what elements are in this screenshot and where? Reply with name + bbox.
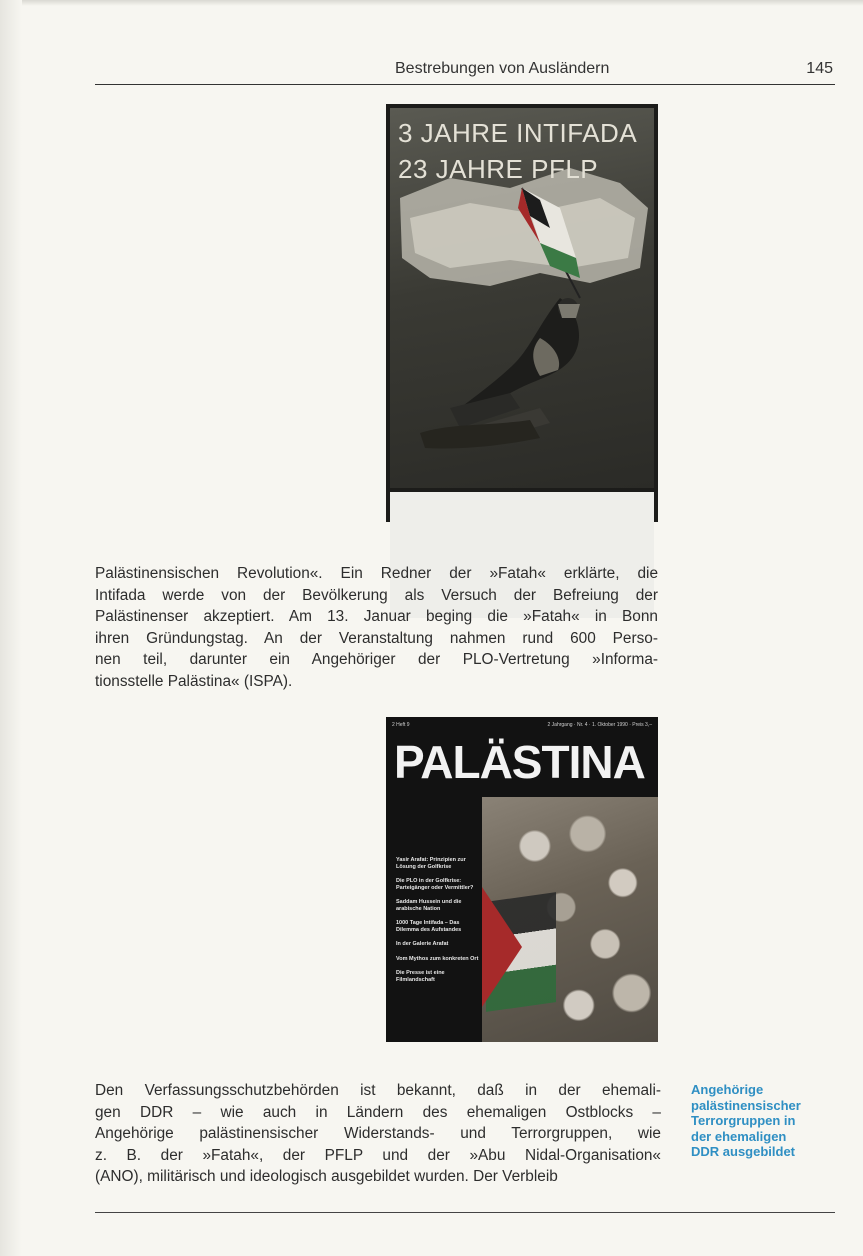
cover-contents-item: 1000 Tage Intifada – Das Dilemma des Aufstandes	[396, 920, 462, 933]
cover-contents-item: Yasir Arafat: Prinzipien zur Lösung der Golfkrise	[396, 857, 466, 870]
cover-contents-item: Die PLO in der Golfkrise: Parteigänger oder Vermittler?	[396, 878, 474, 891]
text-line: z. B. der »Fatah«, der PFLP und der »Abu Nidal-Organisation«	[95, 1146, 661, 1164]
cover-date-label: 2 Jahrgang · Nr. 4 · 1. Oktober 1990 · Preis 3,–	[547, 722, 652, 728]
margin-note	[691, 1082, 841, 1160]
footer-rule	[95, 1212, 835, 1213]
text-line: tionsstelle Palästina« (ISPA).	[95, 672, 293, 690]
running-head-title: Bestrebungen von Ausländern	[395, 60, 610, 77]
text-line: gen DDR – wie auch in Ländern des ehemaligen Ostblocks –	[95, 1103, 661, 1121]
text-line: ihren Gründungstag. An der Veranstaltung nahmen rund 600 Perso-	[95, 629, 658, 647]
cover-contents-item: In der Galerie Arafat	[396, 941, 449, 947]
cover-contents-item: Saddam Hussein und die arabische Nation	[396, 899, 462, 912]
cover-contents-item: Vom Mythos zum konkreten Ort	[396, 955, 479, 962]
text-line: Palästinensischen Revolution«. Ein Redner der »Fatah« erklärte, die	[95, 565, 658, 582]
margin-note-line: Terrorgruppen in	[691, 1113, 796, 1128]
page-edge	[0, 0, 863, 6]
palaestina-magazine-cover	[386, 717, 658, 1042]
margin-note-line: DDR ausgebildet	[691, 1144, 796, 1159]
margin-note-line: palästinensischer	[691, 1097, 801, 1113]
text-line: Intifada werde von der Bevölkerung als Versuch der Befreiung der	[95, 586, 658, 604]
text-line: Palästinenser akzeptiert. Am 13. Januar beging die »Fatah« in Bonn	[95, 608, 658, 625]
page-binding-shadow	[0, 0, 22, 1256]
cover-issue-label: 2 Heft 9	[392, 722, 410, 728]
cover-masthead: PALÄSTINA	[394, 736, 645, 788]
cover-flag-triangle	[482, 887, 522, 1007]
poster-headline-1: 3 JAHRE INTIFADA	[398, 118, 638, 148]
text-line: Den Verfassungsschutzbehörden ist bekannt, daß in der ehemali-	[95, 1082, 661, 1099]
cover-topbar	[392, 722, 652, 732]
running-head	[95, 58, 835, 85]
poster-headline-2: 23 JAHRE PFLP	[398, 154, 599, 184]
text-line: (ANO), militärisch und ideologisch ausgebildet wurden. Der Verbleib	[95, 1168, 558, 1185]
text-line: nen teil, darunter ein Angehöriger der PLO-Vertretung »Informa-	[95, 651, 658, 668]
cover-contents-item: Die Presse ist eine Filmlandschaft	[396, 970, 445, 983]
text-line: Angehörige palästinensischer Widerstands- und Terrorgruppen, wie	[95, 1125, 661, 1142]
intifada-poster-image	[386, 104, 658, 522]
cover-contents-list	[396, 857, 480, 991]
margin-note-line: der ehemaligen	[691, 1128, 787, 1144]
margin-note-line: Angehörige	[691, 1082, 764, 1097]
poster-artwork	[390, 108, 654, 488]
page-number: 145	[806, 60, 833, 77]
body-paragraph-1	[95, 563, 658, 692]
body-paragraph-2	[95, 1080, 661, 1188]
